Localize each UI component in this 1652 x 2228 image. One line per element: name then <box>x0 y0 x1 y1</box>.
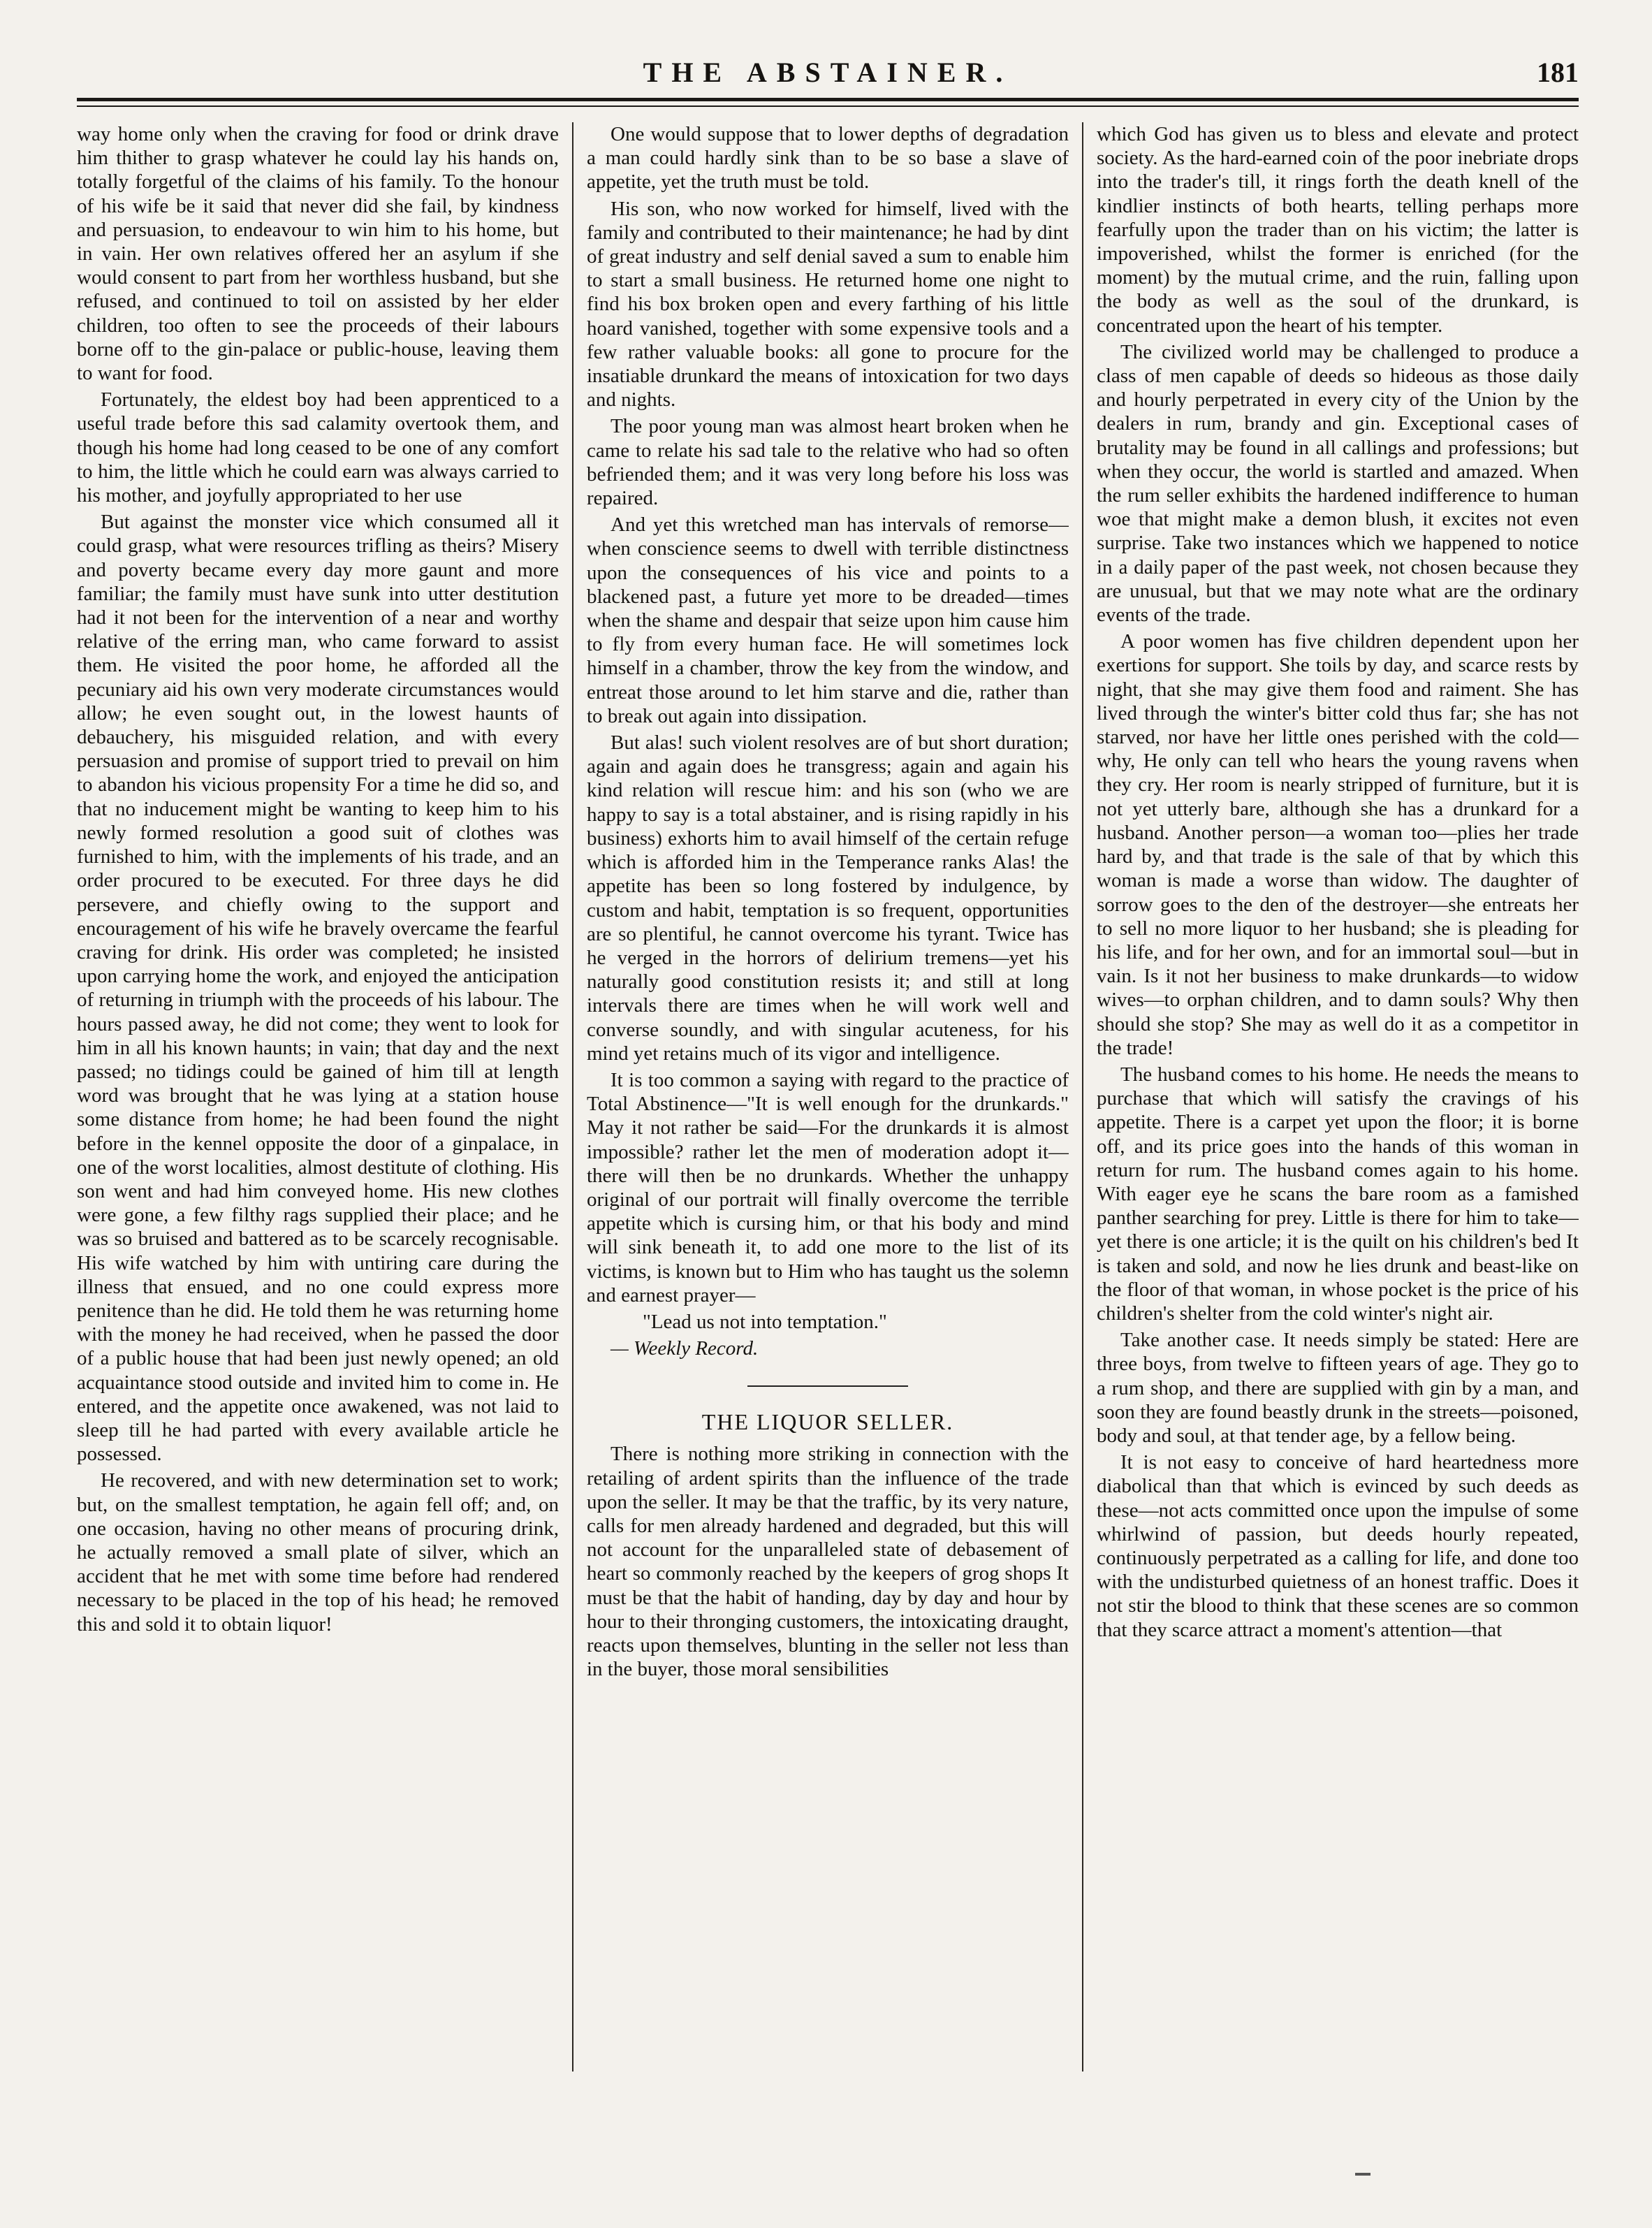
paragraph: He recovered, and with new determination set to work; but, on the smallest temptation, he again fell off; and, on one occasion, having no other means of procuring drink, he actually removed a small plate of silver, which an accident that he met with some time before had rendered necessary to be placed in the top of his head; he removed this and sold it to obtain liquor! <box>77 1469 559 1636</box>
paragraph: Fortunately, the eldest boy had been apprenticed to a useful trade before this sad calamity overtook them, and though his home had long ceased to be one of any comfort to him, the little which he could earn was always carried to his mother, and joyfully appropriated to her use <box>77 388 559 507</box>
paragraph: And yet this wretched man has intervals of remorse—when conscience seems to dwell with terrible distinctness upon the consequences of his vice and points to a blackened past, a future yet more to be dreaded—times when the shame and despair that seize upon him cause him to fly from every human face. He will sometimes lock himself in a chamber, throw the key from the window, and entreat those around to let him starve and die, rather than to break out again into dissipation. <box>587 514 1069 727</box>
paragraph: One would suppose that to lower depths of degradation a man could hardly sink than to be so base a slave of appetite, yet the truth must be told. <box>587 123 1069 194</box>
paragraph: The civilized world may be challenged to produce a class of men capable of deeds so hideous as those daily and hourly perpetrated in every city of the Union by the dealers in rum, brandy and gin. Exceptional cases of brutality may be found in all callings and professions; but when they occur, the world is startled and amazed. When the rum seller exhibits the hardened indifference to human woe that might make a demon blush, it excites not even surprise. Take two instances which we happened to notice in a daily paper of the past week, not chosen because they are unusual, but that we may note what are the ordinary events of the trade. <box>1097 340 1579 627</box>
paragraph: which God has given us to bless and elevate and protect society. As the hard-earned coin of the poor inebriate drops into the trader's till, it rings forth the death knell of the kindlier instincts of both hearts, telling perhaps more fearfully upon the trader than on his victim; the latter is impoverished, whilst the former is enriched (for the moment) by the mutual crime, and the ruin, falling upon the body as well as the soul of the drunkard, is concentrated upon the heart of his tempter. <box>1097 123 1579 337</box>
column-divider <box>1082 122 1083 2072</box>
paragraph: A poor women has five children dependent upon her exertions for support. She toils by day, and scarce rests by night, that she may give them food and raiment. She has lived through the winter's bitter cold thus far; she has not starved, nor have her little ones perished with the cold—why, He only can tell who hears the young ravens when they cry. Her room is nearly stripped of furniture, but it is not yet utterly bare, although she has a drunkard for a husband. Another person—a woman too—plies her trade hard by, and that trade is the sale of that by which this woman is made a worse than widow. The daughter of sorrow goes to the den of the destroyer—she entreats her to sell no more liquor to her husband; she is pleading for his life, and for her own, and for an immortal soul—but in vain. Is it not her business to make drunkards—to widow wives—to orphan children, and to damn souls? Why then should she stop? She may as well do it as a competitor in the trade! <box>1097 630 1579 1059</box>
paragraph: The poor young man was almost heart broken when he came to relate his sad tale to the relative who had so often befriended them; and it was very long before his loss was repaired. <box>587 415 1069 510</box>
printer-mark <box>1355 2173 1370 2176</box>
column-left <box>77 122 559 2072</box>
paragraph: But against the monster vice which consumed all it could grasp, what were resources trifling as theirs? Misery and poverty became every day more gaunt and more familiar; the family must have sunk into utter destitution had it not been for the intervention of a near and worthy relative of the erring man, who came forward to assist them. He visited the poor home, he afforded all the pecuniary aid his own very moderate circumstances would allow; he even sought out, in the lowest haunts of debauchery, his misguided relation, and with every persuasion and promise of support tried to prevail on him to abandon his vicious propensity For a time he did so, and that no inducement might be wanting to keep him to his newly formed resolution a good suit of clothes was furnished to him, with the implements of his trade, and an order procured to be executed. For three days he did persevere, and chiefly owing to the support and encouragement of his wife he bravely overcame the fearful craving for drink. His order was completed; he insisted upon carrying home the work, and enjoyed the anticipation of returning in triumph with the proceeds of his labour. The hours passed away, he did not come; they went to look for him in all his known haunts; in vain; that day and the next passed; no tidings could be gained of him till at length word was brought that he was lying at a station house some distance from home; he had been found the night before in the kennel opposite the door of a ginpalace, in one of the worst localities, almost destitute of clothing. His son went and had him conveyed home. His new clothes were gone, a few filthy rags supplied their place; and he was so bruised and battered as to be scarcely recognisable. His wife watched by him with untiring care during the illness that ensued, and no one could express more penitence than he did. He told them he was returning home with the money he had received, when he passed the door of a public house that had been just newly opened; an old acquaintance stood outside and invited him to come in. He entered, and the appetite once awakened, was not laid to sleep till he had parted with every available article he possessed. <box>77 511 559 1466</box>
page-header <box>77 42 1579 98</box>
source-credit: — Weekly Record. <box>611 1337 759 1360</box>
running-title: THE ABSTAINER. <box>643 57 1013 88</box>
column-middle <box>587 122 1069 2072</box>
paragraph: Take another case. It needs simply be stated: Here are three boys, from twelve to fifteen years of age. They go to a rum shop, and there are supplied with gin by a man, and soon they are found beastly drunk in the streets—poisoned, body and soul, at that tender age, by a fellow being. <box>1097 1329 1579 1447</box>
quotation: "Lead us not into temptation." <box>643 1310 887 1333</box>
header-rule-thick <box>77 98 1579 101</box>
paragraph: The husband comes to his home. He needs the means to purchase that which will satisfy the cravings of his appetite. There is a carpet yet upon the floor; it is borne off, and its price goes into the hands of this woman in return for rum. The husband comes again to his home. With eager eye he scans the bare room as a famished panther searching for prey. Little is there for him to take—yet there is one article; it is the quilt on his children's bed It is taken and sold, and now he lies drunk and beast-like on the floor of that woman, in whose pocket is the price of his children's shelter from the cold winter's night air. <box>1097 1063 1579 1325</box>
paragraph: way home only when the craving for food or drink drave him thither to grasp whatever he could lay his hands on, totally forgetful of the claims of his family. To the honour of his wife be it said that never did she fail, by kindness and persuasion, to endeavour to win him to his home, but in vain. Her own relatives offered her an asylum if she would consent to part from her worthless husband, but she refused, and continued to toil on assisted by her elder children, too often to see the proceeds of their labours borne off to the gin-palace or public-house, leaving them to want for food. <box>77 123 559 385</box>
text-columns <box>77 122 1579 2072</box>
header-rule-thin <box>77 105 1579 107</box>
column-right <box>1097 122 1579 2072</box>
paragraph: There is nothing more striking in connection with the retailing of ardent spirits than the influence of the trade upon the seller. It may be that the traffic, by its very nature, calls for men already hardened and degraded, but this will not account for the unparalleled state of debasement of heart so commonly reached by the keepers of grog shops It must be that the habit of handing, day by day and hour by hour to their thronging customers, the intoxicating draught, reacts upon themselves, blunting in the seller not less than in the buyer, those moral sensibilities <box>587 1443 1069 1681</box>
paragraph: But alas! such violent resolves are of but short duration; again and again does he transgress; again and again his kind relation will rescue him: and his son (who we are happy to say is a total abstainer, and is rising rapidly in his business) exhorts him to avail himself of the certain refuge which is afforded him in the Temperance ranks Alas! the appetite has been so long fostered by indulgence, by custom and habit, temptation is so frequent, opportunities are so plentiful, he cannot overcome his tyrant. Twice has he verged in the horrors of delirium tremens—yet his naturally good constitution resists it; and still at long intervals there are times when he will work well and converse soundly, and with singular acuteness, for his mind yet retains much of its vigor and intelligence. <box>587 731 1069 1065</box>
paragraph: It is too common a saying with regard to the practice of Total Abstinence—"It is well enough for the drunkards." May it not rather be said—For the drunkards it is almost impossible? rather let the men of moderation adopt it—there will then be no drunkards. Whether the unhappy original of our portrait will finally overcome the terrible appetite which is cursing him, or that his body and mind will sink beneath it, to add one more to the list of its victims, is known but to Him who has taught us the solemn and earnest prayer— <box>587 1068 1069 1306</box>
page-number: 181 <box>1537 57 1579 88</box>
paragraph: His son, who now worked for himself, lived with the family and contributed to their maintenance; he had by dint of great industry and self denial saved a sum to enable him to start a small business. He returned home one night to find his box broken open and every farthing of his little hoard vanished, together with some expensive tools and a few rather valuable books: all gone to procure for the insatiable drunkard the means of intoxication for two days and nights. <box>587 197 1069 412</box>
section-title: THE LIQUOR SELLER. <box>701 1409 954 1435</box>
paragraph: It is not easy to conceive of hard heartedness more diabolical than that which is evinced by such deeds as these—not acts committed once upon the impulse of some whirlwind of passion, but deeds hourly repeated, continuously perpetrated as a calling for life, and done too with the undisturbed quietness of an honest traffic. Does it not stir the blood to think that these scenes are so common that they scarce attract a moment's attention—that <box>1097 1451 1579 1641</box>
column-divider <box>572 122 573 2072</box>
section-divider <box>747 1385 908 1387</box>
